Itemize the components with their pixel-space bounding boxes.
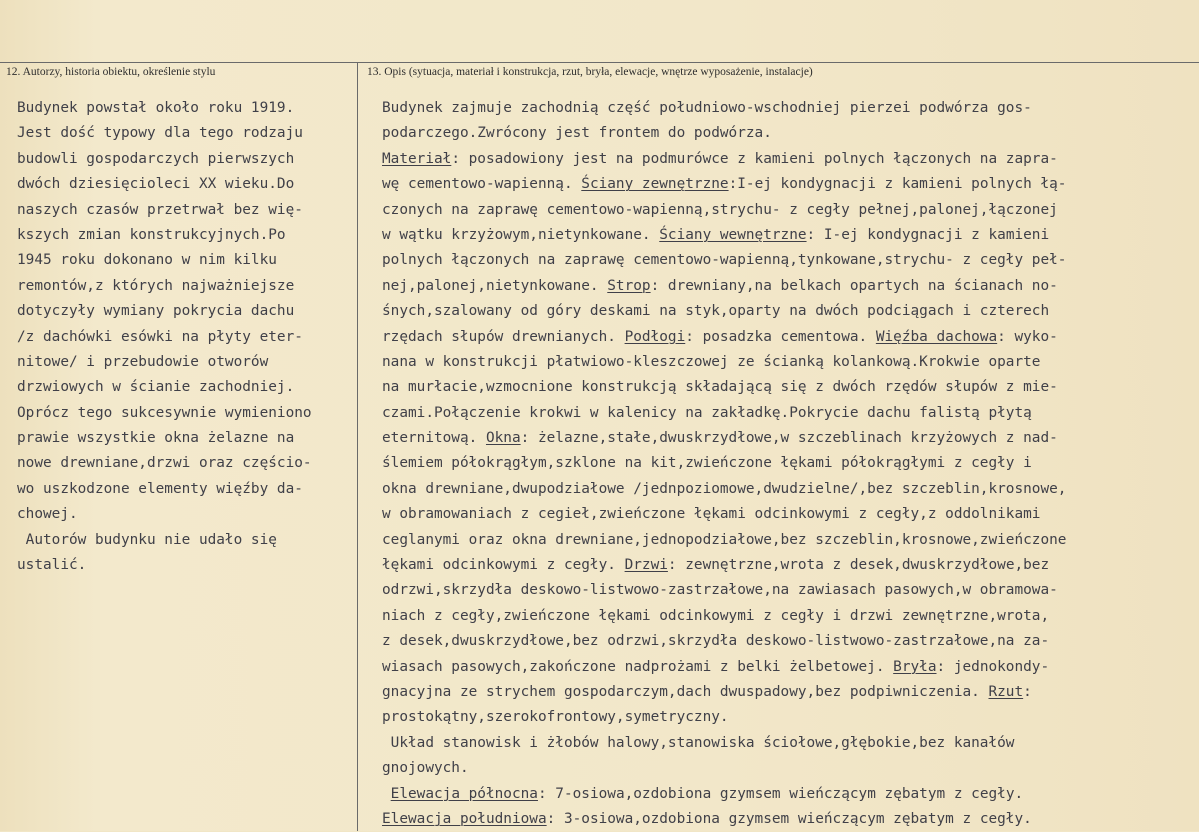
text-line <box>382 604 1066 629</box>
text-segment: Układ stanowisk i żłobów halowy,stanowiska ściołowe,głębokie,bez kanałów <box>382 734 1015 751</box>
text-segment: gnacyjna ze strychem gospodarczym,dach dwuspadowy,bez podpiwniczenia. <box>382 683 989 700</box>
section-label: Ściany wewnętrzne <box>659 226 807 243</box>
text-segment: : I-ej kondygnacji z kamieni <box>806 226 1050 243</box>
text-line <box>382 451 1066 476</box>
text-segment: łękami odcinkowymi z cegły. <box>382 557 625 574</box>
text-segment: ślemiem półokrągłym,szklone na kit,zwieńczone łękami półokrągłymi z cegły i <box>382 455 1032 472</box>
text-line <box>382 426 1066 451</box>
text-line <box>382 299 1066 324</box>
text-segment: nana w konstrukcji płatwiowo-kleszczowej ze ścianką kolankową.Krokwie oparte <box>382 353 1041 370</box>
text-line <box>382 680 1066 705</box>
section-label: Strop <box>607 277 651 294</box>
header-authors-history: 12. Autorzy, historia obiektu, określenie stylu <box>6 66 216 78</box>
text-line <box>382 502 1066 527</box>
text-segment: wiasach pasowych,zakończone nadprożami z belki żelbetowej. <box>382 658 894 675</box>
text-line <box>382 756 1066 781</box>
text-segment: na murłacie,wzmocnione konstrukcją składającą się z dwóch rzędów słupów z mie- <box>382 379 1058 396</box>
text-line: budowli gospodarczych pierwszych <box>17 150 295 167</box>
text-segment: w obramowaniach z cegieł,zwieńczone łękami odcinkowymi z cegły,z oddolnikami <box>382 506 1041 523</box>
text-segment: eternitową. <box>382 430 486 447</box>
text-line <box>382 655 1066 680</box>
text-segment: : posadzka cementowa. <box>685 328 876 345</box>
text-segment: : zewnętrzne,wrota z desek,dwuskrzydłowe,bez <box>667 557 1050 574</box>
section-label: Elewacja północna <box>390 785 538 802</box>
text-line <box>382 274 1066 299</box>
text-line: remontów,z których najważniejsze <box>17 277 295 294</box>
text-line: Budynek powstał około roku 1919. <box>17 100 295 116</box>
text-line <box>382 578 1066 603</box>
text-segment: : wyko- <box>997 328 1058 345</box>
text-line: naszych czasów przetrwał bez wię- <box>17 201 303 218</box>
text-line <box>382 401 1066 426</box>
text-line <box>382 705 1066 730</box>
header-rule <box>0 62 1199 63</box>
section-label: Drzwi <box>624 557 668 574</box>
text-line: Autorów budynku nie udało się <box>17 531 277 548</box>
section-label: Materiał <box>382 150 452 167</box>
text-line <box>382 731 1066 756</box>
text-segment: gnojowych. <box>382 760 469 777</box>
text-segment <box>382 786 391 802</box>
text-line <box>382 553 1066 578</box>
text-line: /z dachówki esówki na płyty eter- <box>17 328 303 345</box>
section-label: Ściany zewnętrzne <box>581 176 729 193</box>
text-line <box>382 629 1066 654</box>
text-segment: rzędach słupów drewnianych. <box>382 328 625 345</box>
text-line <box>382 782 1066 807</box>
text-segment: okna drewniane,dwupodziałowe /jednpoziomowe,dwudzielne/,bez szczeblin,krosnowe, <box>382 480 1067 497</box>
text-segment: śnych,szalowany od góry deskami na styk,oparty na dwóch podciągach i czterech <box>382 303 1050 320</box>
text-line <box>382 198 1066 223</box>
text-line <box>382 147 1066 172</box>
text-line <box>382 477 1066 502</box>
text-segment: niach z cegły,zwieńczone łękami odcinkowymi z cegły i drzwi zewnętrzne,wrota, <box>382 607 1050 624</box>
text-segment: Budynek zajmuje zachodnią część południowo-wschodniej pierzei podwórza gos- <box>382 100 1032 116</box>
text-segment: podarczego.Zwrócony jest frontem do podwórza. <box>382 125 772 142</box>
text-segment: odrzwi,skrzydła deskowo-listwowo-zastrzałowe,na zawiasach pasowych,w obramowa- <box>382 582 1058 599</box>
text-line <box>382 807 1066 832</box>
text-line <box>382 121 1066 146</box>
text-line: nowe drewniane,drzwi oraz częścio- <box>17 455 312 472</box>
text-segment: w wątku krzyżowym,nietynkowane. <box>382 226 660 243</box>
section-label: Bryła <box>893 658 937 675</box>
text-line <box>382 350 1066 375</box>
text-segment: prostokątny,szerokofrontowy,symetryczny. <box>382 709 729 726</box>
section-label: Elewacja południowa <box>382 810 547 827</box>
text-line: prawie wszystkie okna żelazne na <box>17 430 295 447</box>
text-line: nitowe/ i przebudowie otworów <box>17 353 269 370</box>
text-line: ustalić. <box>17 557 87 574</box>
text-segment: polnych łączonych na zaprawę cementowo-wapienną,tynkowane,strychu- z cegły peł- <box>382 252 1067 269</box>
text-line: Oprócz tego sukcesywnie wymieniono <box>17 404 312 421</box>
text-segment: : żelazne,stałe,dwuskrzydłowe,w szczeblinach krzyżowych z nad- <box>520 430 1058 447</box>
text-line: kszych zmian konstrukcyjnych.Po <box>17 226 286 243</box>
text-segment: z desek,dwuskrzydłowe,bez odrzwi,skrzydła deskowo-listwowo-zastrzałowe,na za- <box>382 633 1050 650</box>
text-segment: :I-ej kondygnacji z kamieni polnych łą- <box>728 176 1067 193</box>
section-label: Więźba dachowa <box>875 328 998 345</box>
text-line <box>382 96 1066 121</box>
section-label: Rzut <box>988 683 1024 700</box>
text-line: wo uszkodzone elementy więźby da- <box>17 480 303 497</box>
section-label: Okna <box>485 430 521 447</box>
text-segment: : drewniany,na belkach opartych na ścianach no- <box>650 277 1058 294</box>
text-line: chowej. <box>17 506 78 523</box>
column-divider <box>357 62 358 831</box>
text-line: dotyczyły wymiany pokrycia dachu <box>17 303 295 320</box>
text-line <box>382 248 1066 273</box>
text-segment: : <box>1023 683 1032 700</box>
description-text <box>382 96 1066 832</box>
section-label: Podłogi <box>624 328 686 345</box>
text-line <box>382 223 1066 248</box>
text-segment: : posadowiony jest na podmurówce z kamieni polnych łączonych na zapra- <box>451 150 1058 167</box>
text-line <box>382 375 1066 400</box>
text-segment: : 7-osiowa,ozdobiona gzymsem wieńczącym zębatym z cegły. <box>537 785 1024 802</box>
text-line: dwóch dziesięcioleci XX wieku.Do <box>17 176 295 193</box>
text-segment: : jednokondy- <box>936 658 1050 675</box>
text-line <box>382 528 1066 553</box>
text-line: 1945 roku dokonano w nim kilku <box>17 252 277 269</box>
text-line: drzwiowych w ścianie zachodniej. <box>17 379 295 396</box>
authors-history-text <box>17 96 312 578</box>
header-description: 13. Opis (sytuacja, materiał i konstrukcja, rzut, bryła, elewacje, wnętrze wyposażenie, instalacje) <box>367 66 813 78</box>
text-segment: : 3-osiowa,ozdobiona gzymsem wieńczącym zębatym z cegły. <box>546 810 1032 827</box>
text-line: Jest dość typowy dla tego rodzaju <box>17 125 303 142</box>
text-segment: czami.Połączenie krokwi w kalenicy na zakładkę.Pokrycie dachu falistą płytą <box>382 404 1032 421</box>
text-segment: wę cementowo-wapienną. <box>382 176 582 193</box>
text-segment: ceglanymi oraz okna drewniane,jednopodziałowe,bez szczeblin,krosnowe,zwieńczone <box>382 531 1067 548</box>
text-line <box>382 172 1066 197</box>
text-line <box>382 325 1066 350</box>
text-segment: nej,palonej,nietynkowane. <box>382 277 608 294</box>
text-segment: czonych na zaprawę cementowo-wapienną,strychu- z cegły pełnej,palonej,łączonej <box>382 201 1058 218</box>
